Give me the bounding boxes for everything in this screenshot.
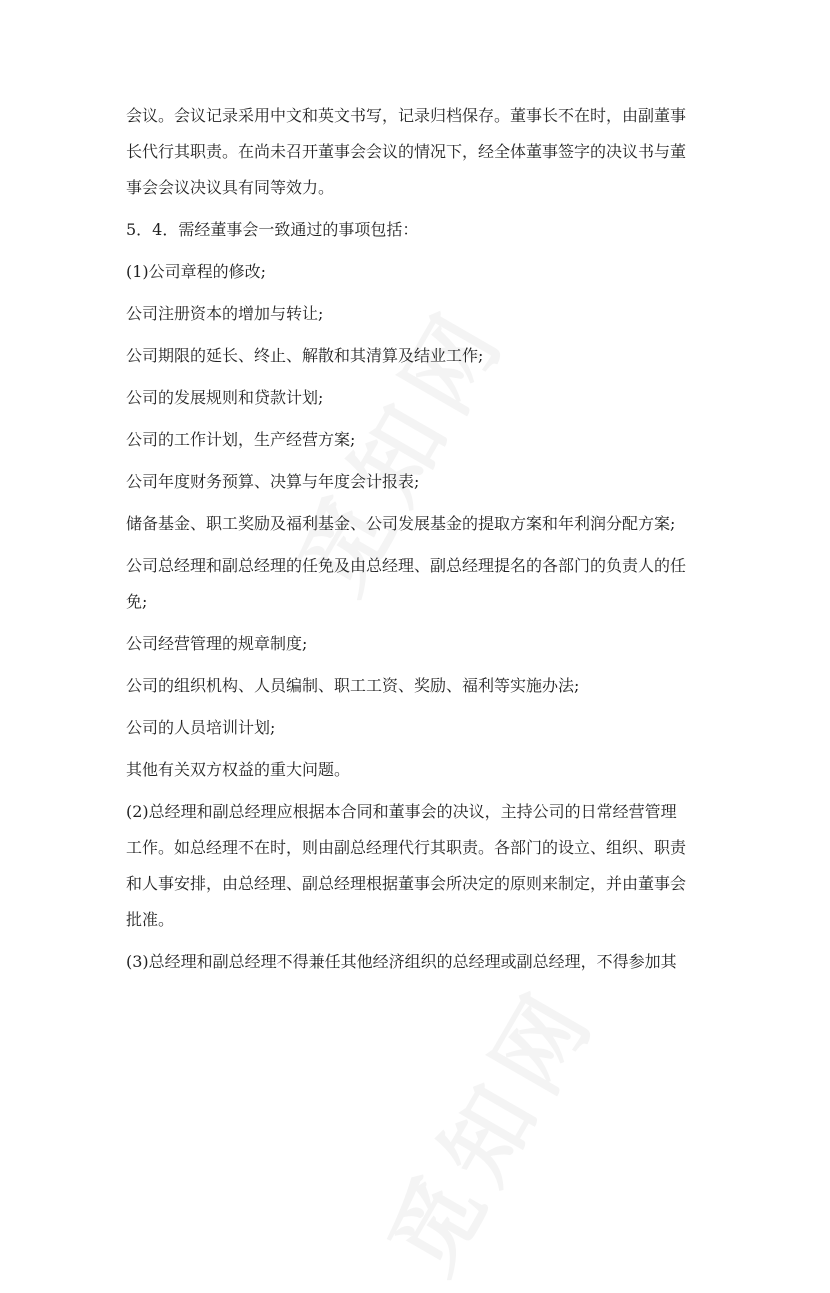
list-item: 公司总经理和副总经理的任免及由总经理、副总经理提名的各部门的负责人的任: [126, 556, 687, 575]
document-body: [126, 104, 716, 974]
paragraph-line: 会议。会议记录采用中文和英文书写，记录归档保存。董事长不在时，由副董事: [126, 106, 687, 125]
paragraph-line: 工作。如总经理不在时，则由副总经理代行其职责。各部门的设立、组织、职责: [126, 838, 687, 857]
paragraph-line: (3)总经理和副总经理不得兼任其他经济组织的总经理或副总经理，不得参加其: [126, 952, 677, 971]
paragraph-line: (2)总经理和副总经理应根据本合同和董事会的决议，主持公司的日常经营管理: [126, 802, 677, 821]
watermark-bottom: [352, 957, 621, 1292]
list-item: 储备基金、职工奖励及福利基金、公司发展基金的提取方案和年利润分配方案;: [126, 514, 676, 533]
list-item: 公司的工作计划，生产经营方案;: [126, 430, 356, 449]
list-item: 公司的人员培训计划;: [126, 718, 276, 737]
list-item: 公司的组织机构、人员编制、职工工资、奖励、福利等实施办法;: [126, 676, 580, 695]
paragraph-line: 批准。: [126, 910, 175, 929]
list-item: 公司注册资本的增加与转让;: [126, 304, 324, 323]
list-item-continuation: 免;: [126, 592, 148, 611]
list-item: 公司的发展规则和贷款计划;: [126, 388, 324, 407]
paragraph-line: 和人事安排，由总经理、副总经理根据董事会所决定的原则来制定，并由董事会: [126, 874, 687, 893]
paragraph-line: 长代行其职责。在尚未召开董事会会议的情况下，经全体董事签字的决议书与董: [126, 142, 687, 161]
list-item: 公司期限的延长、终止、解散和其清算及结业工作;: [126, 346, 484, 365]
list-item: (1)公司章程的修改;: [126, 262, 267, 281]
paragraph-line: 事会会议决议具有同等效力。: [126, 178, 335, 197]
list-item: 其他有关双方权益的重大问题。: [126, 760, 351, 779]
section-heading: 5．4．需经董事会一致通过的事项包括：: [126, 220, 419, 239]
list-item: 公司经营管理的规章制度;: [126, 634, 308, 653]
list-item: 公司年度财务预算、决算与年度会计报表;: [126, 472, 420, 491]
